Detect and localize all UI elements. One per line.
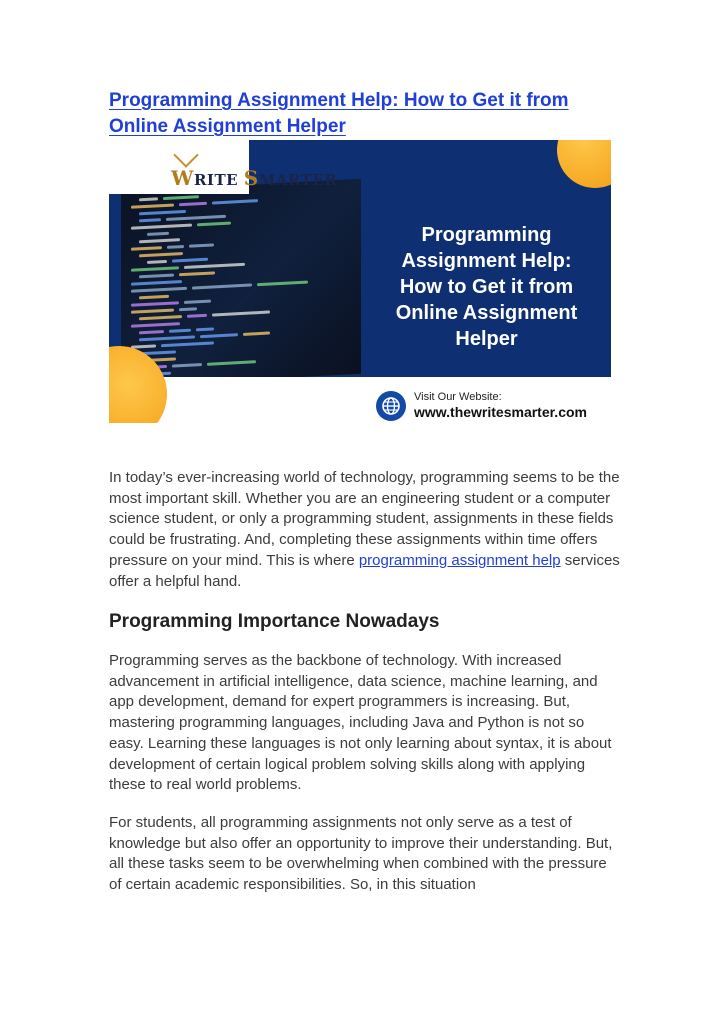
code-line-decoration <box>187 314 207 318</box>
brand-logo: WRITE SMARTER <box>171 166 338 190</box>
body-paragraph: Programming serves as the backbone of technology. With increased advancement in artificial intelligence, data science, machine learning, and app development, demand for expert programmers is increasing. But, mastering programming languages, including Java and Python is not so easy. Learning these languages is not only learning about syntax, it is about development of certain logical problem solving skills along with applying these to real world problems. <box>109 652 612 794</box>
code-line-decoration <box>179 307 197 311</box>
code-line-decoration <box>257 280 308 286</box>
code-line-decoration <box>147 232 169 236</box>
code-line-decoration <box>131 224 192 230</box>
code-line-decoration <box>139 295 169 300</box>
code-line-decoration <box>131 266 179 272</box>
code-line-decoration <box>139 197 158 201</box>
code-line-decoration <box>243 331 270 335</box>
website-url: www.thewritesmarter.com <box>414 404 587 420</box>
code-line-decoration <box>212 199 258 204</box>
code-line-decoration <box>212 310 270 316</box>
code-line-decoration <box>179 271 215 276</box>
article-title-link[interactable]: Programming Assignment Help: How to Get it from Online Assignment Helper <box>109 90 569 137</box>
code-line-decoration <box>139 210 186 215</box>
code-line-decoration <box>131 309 174 314</box>
orange-circle-decoration <box>557 140 611 188</box>
code-line-decoration <box>139 274 174 279</box>
code-line-decoration <box>139 330 164 334</box>
code-line-decoration <box>184 300 211 304</box>
code-line-decoration <box>200 333 238 338</box>
code-line-decoration <box>131 301 179 307</box>
code-line-decoration <box>167 245 184 249</box>
code-line-decoration <box>131 204 174 209</box>
code-line-decoration <box>131 287 187 293</box>
code-line-decoration <box>192 283 252 289</box>
body-paragraph: For students, all programming assignments not only serve as a test of knowledge but also offer an opportunity to improve their understanding. But, all these tasks seem to be overwhelming when combined with the pressure of certain academic responsibilities. So, in this situation <box>109 814 613 894</box>
code-line-decoration <box>131 322 180 328</box>
banner-headline: Programming Assignment Help: How to Get it from Online Assignment Helper <box>395 224 578 350</box>
code-line-decoration <box>139 315 182 320</box>
code-line-decoration <box>139 218 161 222</box>
programming-assignment-help-link[interactable]: programming assignment help <box>358 551 561 569</box>
code-monitor-graphic <box>121 179 361 387</box>
code-line-decoration <box>139 252 183 257</box>
code-line-decoration <box>196 327 214 331</box>
code-line-decoration <box>189 243 214 247</box>
section-heading: Programming Importance Nowadays <box>109 611 440 632</box>
code-line-decoration <box>207 360 256 366</box>
intro-paragraph: In today’s ever-increasing world of technology, programming seems to be the most important skill. Whether you are an engineering student or a computer science student, or only a programming student, assignments in these fields could be frustrating. And, completing these assignments within time offers pressure on your mind. This is where programming assignment help services offer a helpful hand. <box>109 469 620 590</box>
code-line-decoration <box>166 215 226 221</box>
code-line-decoration <box>161 341 214 347</box>
code-line-decoration <box>139 238 180 243</box>
code-line-decoration <box>139 335 195 341</box>
code-line-decoration <box>179 202 207 206</box>
code-line-decoration <box>169 329 191 333</box>
hero-banner-image <box>109 140 611 423</box>
code-line-decoration <box>172 258 208 263</box>
code-line-decoration <box>172 363 202 368</box>
code-line-decoration <box>147 260 167 264</box>
visit-website-label: Visit Our Website: <box>414 391 502 403</box>
code-line-decoration <box>197 222 231 227</box>
code-line-decoration <box>131 246 162 251</box>
globe-icon <box>376 391 406 421</box>
code-line-decoration <box>184 263 245 269</box>
code-line-decoration <box>163 195 199 200</box>
code-line-decoration <box>131 280 182 286</box>
